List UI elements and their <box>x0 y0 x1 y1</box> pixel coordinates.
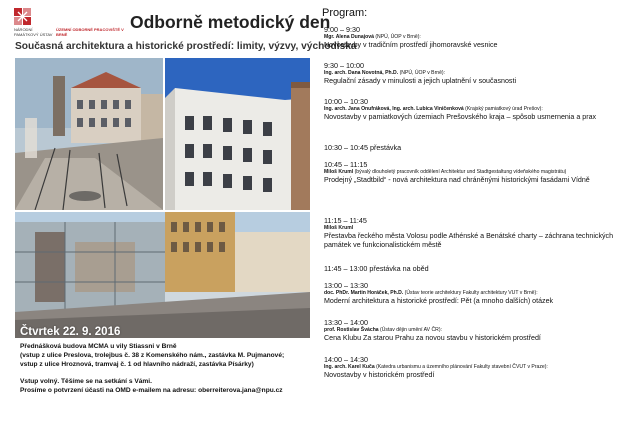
speaker-name: Miloš Kruml <box>324 169 354 175</box>
program-item <box>324 355 624 380</box>
program-item <box>324 281 624 306</box>
program-time: 14:00 – 14:30 <box>324 355 368 364</box>
program-item <box>324 264 624 273</box>
program-item <box>324 143 624 152</box>
program-topic: Přestavba řeckého města Volosu podle Athénské a Benátské charty – záchrana technických památek ve funkcionalistickém městě <box>324 231 614 249</box>
photo-glass-pavilion <box>15 212 310 338</box>
program-item <box>324 61 624 86</box>
speaker-affiliation: (Katedra urbanismu a územního plánování Fakulty stavební ČVUT v Praze): <box>374 364 548 370</box>
program-topic: Prodejný „Stadtbild“ - nová architektura nad chráněnými historickými fasádami Vídně <box>324 175 590 184</box>
page-title: Odborně metodický den <box>130 12 331 32</box>
photo-white-building <box>165 58 310 210</box>
program-time: 13:30 – 14:00 <box>324 318 368 327</box>
program-topic: Moderní architektura a historické prostředí: Pět (a mnoho dalších) otázek <box>324 296 554 305</box>
program-item <box>324 25 624 50</box>
speaker-name: doc. PhDr. Martin Horáček, Ph.D. <box>324 290 404 296</box>
program-topic: Novostavby v tradičním prostředí jihomoravské vesnice <box>324 40 498 49</box>
program-time: 9:30 – 10:00 <box>324 61 364 70</box>
speaker-name: Ing. arch. Dana Novotná, Ph.D. <box>324 70 399 76</box>
photo-town-square <box>15 58 163 210</box>
program-time: 9:00 – 9:30 <box>324 25 360 34</box>
speaker-affiliation: (NPÚ, ÚOP v Brně): <box>398 70 446 76</box>
program-topic: Cena Klubu Za starou Prahu za novou stavbu v historickém prostředí <box>324 333 541 342</box>
program-item <box>324 216 624 250</box>
program-break: 10:30 – 10:45 přestávka <box>324 143 402 152</box>
venue-line: (vstup z ulice Preslova, trolejbus č. 38 z Komenského nám., zastávka M. Pujmanové; <box>20 352 285 360</box>
confirm-note: Prosíme o potvrzení účasti na OMD e-mailem na adresu: oberreiterova.jana@npu.cz <box>20 387 283 394</box>
npu-logo-icon <box>14 8 32 26</box>
logo-unit-text: ÚZEMNÍ ODBORNÉ PRACOVIŠTĚ V BRNĚ <box>56 27 124 37</box>
logo-institute-text: NÁRODNÍ PAMÁTKOVÝ ÚSTAV <box>14 27 53 37</box>
venue-line: Přednášková budova MCMA u vily Stiassni v Brně <box>20 343 177 350</box>
program-time: 11:15 – 11:45 <box>324 216 367 225</box>
program-break: 11:45 – 13:00 přestávka na oběd <box>324 264 429 273</box>
npu-logo <box>14 8 134 38</box>
speaker-name: prof. Rostislav Švácha <box>324 327 379 333</box>
event-venue <box>20 342 320 370</box>
speaker-affiliation: (bývalý dlouholetý pracovník oddělení Architektur und Stadtgestaltung vídeňského magistrátu) <box>353 169 567 175</box>
photo-collage <box>15 58 310 338</box>
program-item <box>324 97 624 122</box>
speaker-affiliation: (NPÚ, ÚOP v Brně): <box>373 34 421 40</box>
speaker-name: Miloš Kruml <box>324 225 354 231</box>
program-time: 13:00 – 13:30 <box>324 281 368 290</box>
speaker-affiliation: (Ústav dějin umění AV ČR): <box>378 327 442 333</box>
page-subtitle: Současná architektura a historické prostředí: limity, výzvy, východiska <box>15 41 357 52</box>
program-topic: Novostavby v historickém prostředí <box>324 370 435 379</box>
program-column <box>322 0 628 422</box>
free-entry-note: Vstup volný. Těšíme se na setkání s Vámi. <box>20 378 152 385</box>
program-item <box>324 160 624 185</box>
program-time: 10:45 – 11:15 <box>324 160 368 169</box>
program-heading: Program: <box>322 7 368 19</box>
program-item <box>324 318 624 343</box>
speaker-name: Ing. arch. Jana Onufráková, Ing. arch. Lubica Viničenková <box>324 106 464 112</box>
speaker-name: Ing. arch. Karel Kuča <box>324 364 375 370</box>
venue-line: vstup z ulice Hroznová, tramvaj č. 1 od hlavního nádraží, zastávka Písárky) <box>20 361 254 369</box>
program-time: 10:00 – 10:30 <box>324 97 368 106</box>
event-date: Čtvrtek 22. 9. 2016 <box>20 326 121 338</box>
speaker-affiliation: (Ústav teorie architektury Fakulty architektury VUT v Brně): <box>403 290 538 296</box>
program-topic: Regulační zásady v minulosti a jejich uplatnění v současnosti <box>324 76 517 85</box>
speaker-affiliation: (Krajský pamiatkový úrad Prešov): <box>463 106 543 112</box>
speaker-name: Mgr. Alena Dunajová <box>324 34 374 40</box>
program-topic: Novostavby v pamiatkových územiach Prešovského kraja – spôsob usmernenia a prax <box>324 112 597 121</box>
